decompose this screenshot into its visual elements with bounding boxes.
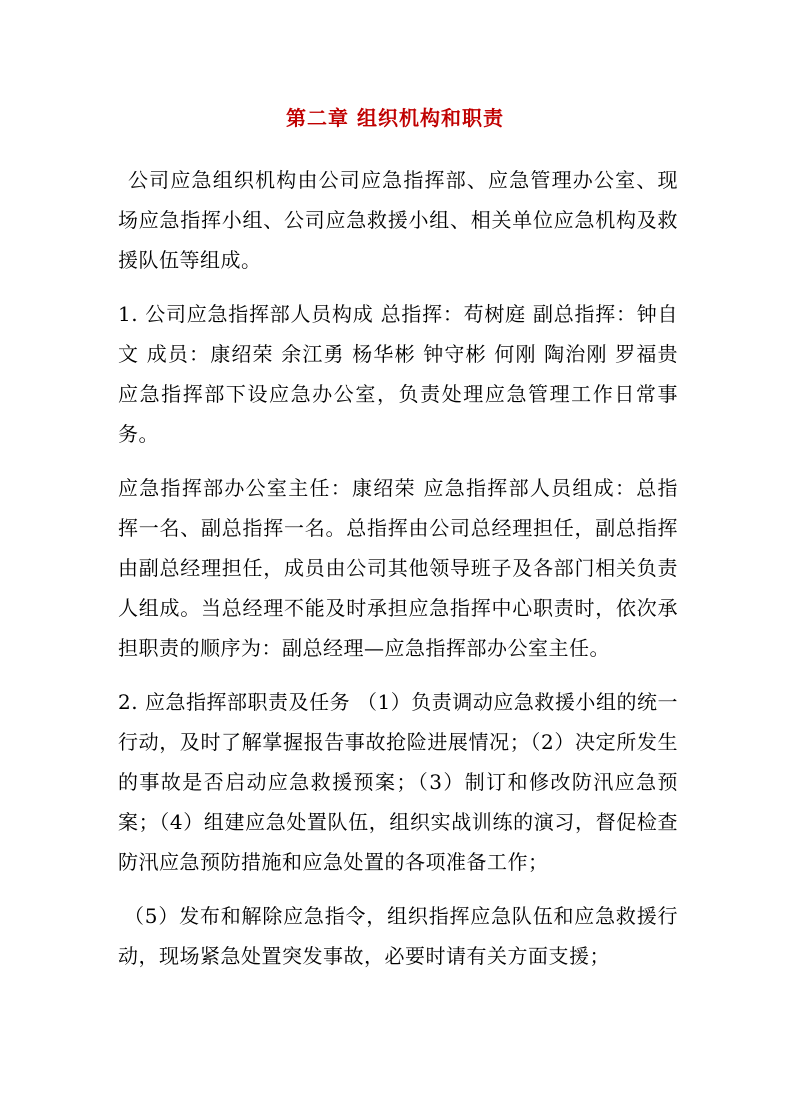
document-body [118, 160, 678, 990]
paragraph-duties: 2. 应急指挥部职责及任务 （1）负责调动应急救援小组的统一行动，及时了解掌握报告事故抢险进展情况；（2）决定所发生的事故是否启动应急救援预案；（3）制订和修改防汛应急预案；（4）组建应急处置队伍，组织实战训练的演习，督促检查防汛应急预防措施和应急处置的各项准备工作； [118, 690, 678, 874]
paragraph-office-director: 应急指挥部办公室主任：康绍荣 应急指挥部人员组成：总指挥一名、副总指挥一名。总指挥由公司总经理担任，副总指挥由副总经理担任，成员由公司其他领导班子及各部门相关负责人组成。当总经理不能及时承担应急指挥中心职责时，依次承担职责的顺序为：副总经理—应急指挥部办公室主任。 [118, 476, 678, 660]
paragraph-intro: 公司应急组织机构由公司应急指挥部、应急管理办公室、现场应急指挥小组、公司应急救援小组、相关单位应急机构及救援队伍等组成。 [118, 168, 678, 272]
paragraph-duty-5: （5）发布和解除应急指令，组织指挥应急队伍和应急救援行动，现场紧急处置突发事故，必要时请有关方面支援； [118, 904, 678, 968]
chapter-title: 第二章 组织机构和职责 [286, 106, 504, 130]
paragraph-command-members: 1. 公司应急指挥部人员构成 总指挥：苟树庭 副总指挥：钟自文 成员：康绍荣 余江勇 杨华彬 钟守彬 何刚 陶治刚 罗福贵 应急指挥部下设应急办公室，负责处理应急管理工作日常事务。 [118, 302, 678, 446]
